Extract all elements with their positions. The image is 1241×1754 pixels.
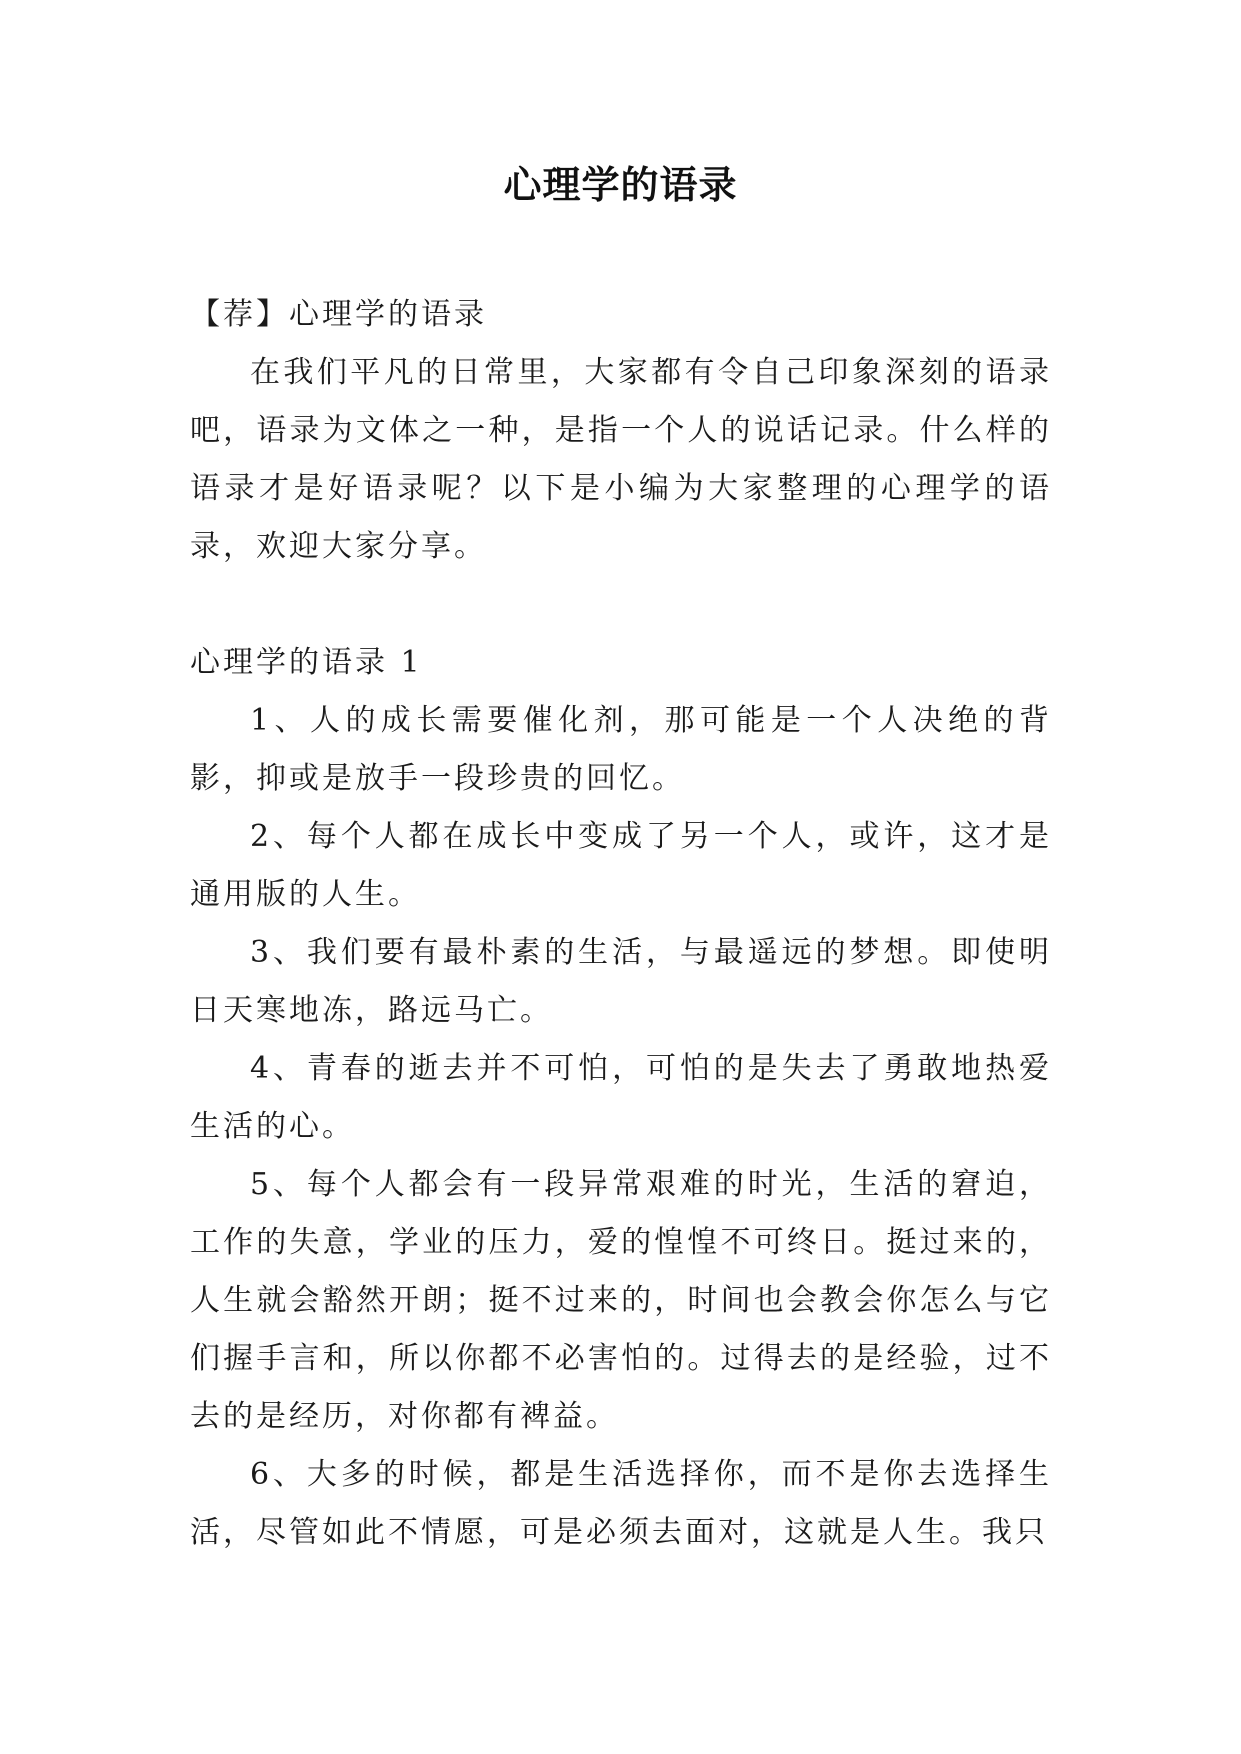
document-body [190, 286, 1052, 1562]
quote-paragraph: 3、我们要有最朴素的生活，与最遥远的梦想。即使明日天寒地冻，路远马亡。 [190, 935, 1052, 1028]
quote-paragraph: 1、人的成长需要催化剂，那可能是一个人决绝的背影，抑或是放手一段珍贵的回忆。 [190, 703, 1052, 796]
quote-paragraph: 6、大多的时候，都是生活选择你，而不是你去选择生活，尽管如此不情愿，可是必须去面对，这就是人生。我只 [190, 1457, 1052, 1550]
quote-paragraph: 4、青春的逝去并不可怕，可怕的是失去了勇敢地热爱生活的心。 [190, 1051, 1052, 1144]
quote-paragraph: 5、每个人都会有一段异常艰难的时光，生活的窘迫，工作的失意，学业的压力，爱的惶惶不可终日。挺过来的，人生就会豁然开朗；挺不过来的，时间也会教会你怎么与它们握手言和，所以你都不必害怕的。过得去的是经验，过不去的是经历，对你都有裨益。 [190, 1167, 1052, 1434]
quote-paragraph: 2、每个人都在成长中变成了另一个人，或许，这才是通用版的人生。 [190, 819, 1052, 912]
section-heading: 心理学的语录 1 [190, 645, 423, 680]
intro-paragraph: 在我们平凡的日常里，大家都有令自己印象深刻的语录吧，语录为文体之一种，是指一个人的说话记录。什么样的语录才是好语录呢？以下是小编为大家整理的心理学的语录，欢迎大家分享。 [190, 355, 1052, 564]
document-title: 心理学的语录 [503, 163, 738, 207]
document-subtitle: 【荐】心理学的语录 [190, 297, 487, 332]
